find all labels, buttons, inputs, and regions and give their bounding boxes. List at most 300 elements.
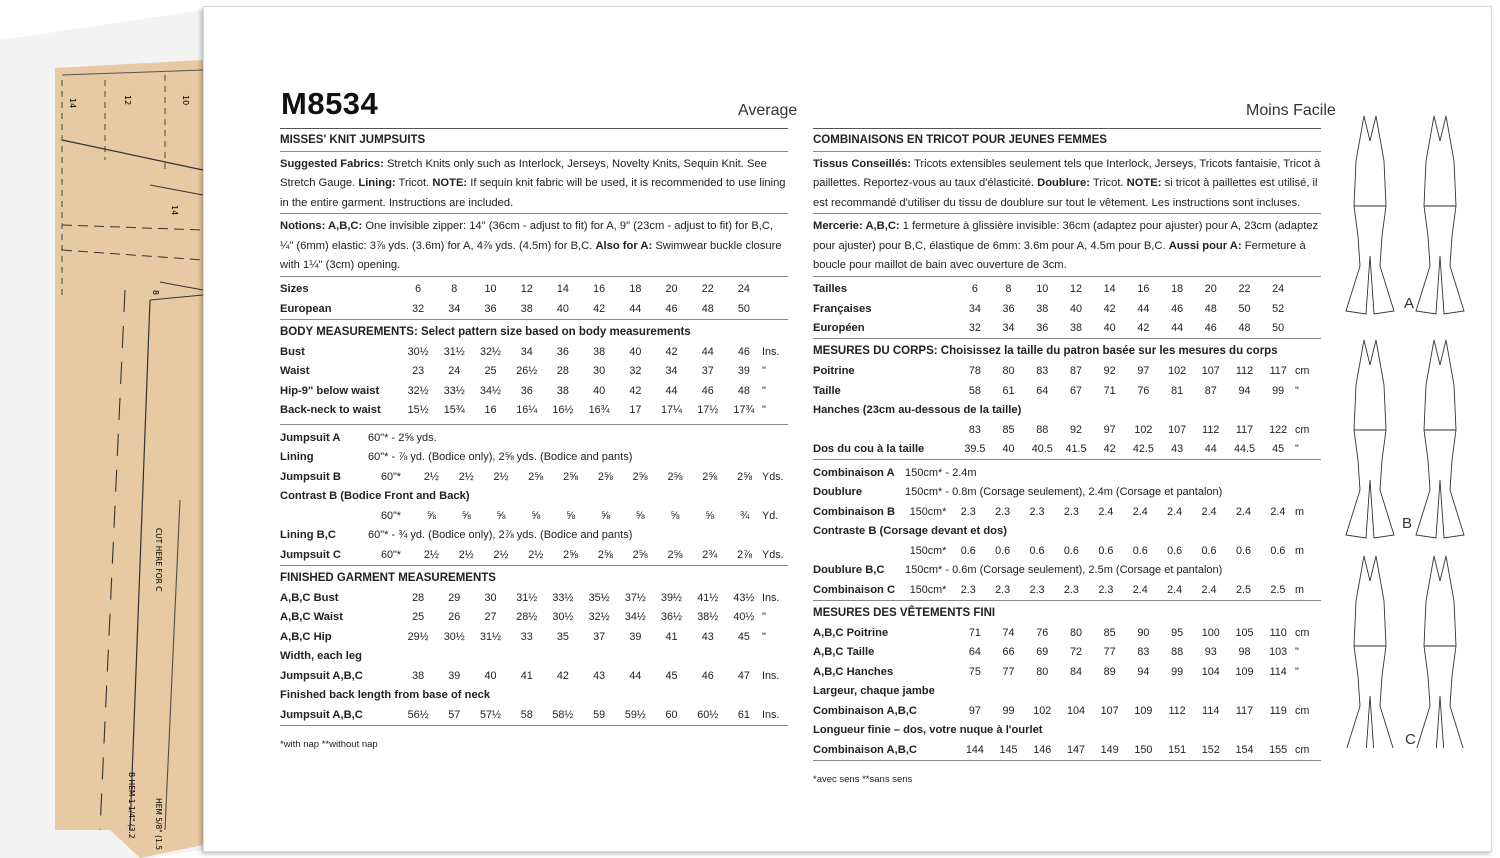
value-cell: 18 (629, 283, 642, 296)
value-cell: ⅝ (496, 509, 506, 522)
value-cell: 87 (1069, 365, 1082, 378)
value-cell: 39.5 (964, 443, 986, 456)
table-row (280, 280, 788, 300)
row-label: Waist (280, 365, 310, 378)
fabrics-fr: Tissus Conseillés: Tricots extensibles seulement tels que Interlock, Jerseys, Tricots fantaisie, Tricot à paillettes. Reportez-vous au taux d'élasticité. Doublure: Tricot. NOTE: si tricot à paillettes est utilisé, il est recommandé d'utiliser du tissu de doublure sur tout le vêtement. Les instructions sont incluses. (813, 157, 1321, 209)
value-cell: 2.3 (1063, 505, 1079, 518)
value-cell: 77 (1103, 646, 1116, 659)
row-label: Width, each leg (280, 650, 362, 663)
row-label: Sizes (280, 283, 309, 296)
tissue-mark-2: 12 (123, 95, 132, 106)
value-cell: 2.3 (1029, 505, 1045, 518)
row-label: Hip-9" below waist (280, 384, 380, 397)
sketch-b-front (1346, 340, 1394, 538)
value-cell: 97 (968, 704, 981, 717)
tissue-mark-1: 14 (68, 98, 77, 109)
sketch-b-back (1416, 340, 1464, 538)
value-cell: 102 (1134, 423, 1153, 436)
value-cell: 32 (968, 322, 981, 335)
value-cell: 38 (1069, 322, 1082, 335)
row-width: 60"* (380, 548, 402, 561)
view-label-c: C (1405, 731, 1416, 748)
value-cell: 44 (1137, 302, 1150, 315)
value-cell: 81 (1171, 384, 1184, 397)
value-cell: 32 (412, 302, 425, 315)
table-row (813, 580, 1321, 600)
value-cell: 46 (1204, 322, 1217, 335)
value-cell: 45 (1272, 443, 1285, 456)
value-cell: 12 (520, 283, 533, 296)
value-cell: 44 (665, 384, 678, 397)
row-width: 60"* (380, 509, 402, 522)
table-row (280, 428, 788, 448)
value-cell: 48 (737, 384, 750, 397)
value-cell: 2⅝ (737, 470, 753, 483)
value-cell: 2½ (423, 470, 439, 483)
row-values (400, 592, 762, 604)
pattern-tissue (0, 0, 210, 858)
value-cell: 16¼ (516, 404, 538, 417)
value-cell: 2.4 (1201, 505, 1217, 518)
row-label: Combinaison A,B,C (813, 704, 918, 717)
value-cell: 46 (665, 302, 678, 315)
value-cell: 83 (1137, 646, 1150, 659)
row-unit: " (762, 630, 766, 643)
value-cell: 14 (1103, 283, 1116, 296)
row-values (400, 283, 762, 295)
value-cell: 2½ (458, 470, 474, 483)
notions-fr: Mercerie: A,B,C: 1 fermeture à glissière invisible: 36cm (adaptez pour ajuster) pour A, 23cm (adaptez pour ajuster) pour B,C, élastique de 6mm: 3.6m pour A, 4.5m pour B,C. Aussi pour A: Fermeture à boucle pour maillot de bain avec ouverture de 3cm. (813, 220, 1319, 271)
tissue-mark-4: 14 (170, 205, 179, 216)
value-cell: 34 (968, 302, 981, 315)
value-cell: 50 (1272, 322, 1285, 335)
value-cell: 114 (1269, 665, 1287, 678)
value-cell: 80 (1002, 365, 1015, 378)
value-cell: ⅝ (600, 509, 610, 522)
row-label: Taille (813, 384, 841, 397)
value-cell: 33½ (552, 591, 574, 604)
value-cell: 2⅝ (528, 470, 544, 483)
value-cell: 2½ (493, 470, 509, 483)
value-cell: 10 (1036, 283, 1049, 296)
table-row (813, 623, 1321, 643)
value-cell: 94 (1137, 665, 1150, 678)
value-cell: 94 (1238, 384, 1251, 397)
value-cell: 0.6 (1063, 544, 1079, 557)
value-cell: 31½ (516, 591, 538, 604)
value-cell: ¾ (740, 509, 750, 522)
value-cell: 29½ (407, 630, 429, 643)
value-cell: 32½ (588, 611, 610, 624)
value-cell: 2.4 (1201, 583, 1217, 596)
row-values (905, 545, 1295, 557)
row-unit: cm (1295, 743, 1310, 756)
row-label: Combinaison B (813, 505, 896, 518)
row-values (958, 322, 1295, 334)
value-cell: 41.5 (1065, 443, 1087, 456)
value-cell: 2½ (423, 548, 439, 561)
row-label: Françaises (813, 302, 872, 315)
value-cell: 25 (412, 611, 425, 624)
row-values (368, 549, 762, 561)
table-row (280, 705, 788, 725)
value-cell: 44 (701, 345, 714, 358)
value-cell: 107 (1168, 423, 1187, 436)
value-cell: 93 (1204, 646, 1217, 659)
row-values (368, 510, 762, 522)
row-unit: Ins. (762, 669, 780, 682)
value-cell: 98 (1238, 646, 1251, 659)
row-values (400, 303, 762, 315)
row-unit: Yds. (762, 470, 784, 483)
table-row (813, 463, 1321, 483)
row-unit: Yd. (762, 509, 779, 522)
value-cell: 38 (520, 302, 533, 315)
value-cell: 2.3 (1063, 583, 1079, 596)
value-cell: 97 (1103, 423, 1116, 436)
value-cell: 31½ (443, 345, 465, 358)
value-cell: 0.6 (1029, 544, 1045, 557)
value-cell: 16¾ (588, 404, 610, 417)
table-row (280, 467, 788, 487)
table-row (280, 686, 788, 706)
row-values (958, 627, 1295, 639)
value-cell: 33½ (443, 384, 465, 397)
table-row (813, 701, 1321, 721)
row-label: Jumpsuit B (280, 470, 341, 483)
value-cell: 61 (1002, 384, 1015, 397)
table-row (280, 299, 788, 319)
value-cell: ⅝ (670, 509, 680, 522)
value-cell: 69 (1036, 646, 1049, 659)
value-cell: 59 (593, 708, 606, 721)
table-row (813, 381, 1321, 401)
value-cell: 104 (1201, 665, 1220, 678)
value-cell: 39 (448, 669, 461, 682)
row-unit: Yds. (762, 548, 784, 561)
value-cell: 36 (484, 302, 497, 315)
value-cell: 34½ (480, 384, 502, 397)
value-cell: 24 (448, 365, 461, 378)
value-cell: 64 (968, 646, 981, 659)
row-unit: cm (1295, 704, 1310, 717)
row-unit: Ins. (762, 708, 780, 721)
french-column (813, 128, 1321, 785)
value-cell: 45 (665, 669, 678, 682)
value-cell: 40½ (733, 611, 755, 624)
value-cell: 20 (1204, 283, 1217, 296)
value-cell: 48 (1204, 302, 1217, 315)
value-cell: 2⅝ (667, 470, 683, 483)
table-row (280, 647, 788, 667)
row-label: Européen (813, 322, 865, 335)
value-cell: 18 (1171, 283, 1184, 296)
value-cell: 26 (448, 611, 461, 624)
value-cell: 2⅝ (563, 470, 579, 483)
value-cell: 38½ (697, 611, 719, 624)
value-cell: 26½ (516, 365, 538, 378)
row-values (958, 443, 1295, 455)
value-cell: 34 (665, 365, 678, 378)
row-unit: cm (1295, 423, 1310, 436)
value-cell: 40 (1103, 322, 1116, 335)
value-cell: 37½ (624, 591, 646, 604)
row-width: 150cm* (909, 505, 947, 518)
value-cell: 0.6 (1201, 544, 1217, 557)
value-cell: 23 (412, 365, 425, 378)
table-row (813, 662, 1321, 682)
tissue-mark-5: 8 (151, 290, 160, 296)
row-label: Bust (280, 345, 305, 358)
value-cell: 15¾ (443, 404, 465, 417)
tissue-mark-3: 10 (181, 95, 190, 106)
sketch-a-back (1416, 116, 1464, 314)
value-cell: 20 (665, 283, 678, 296)
value-cell: 2.4 (1270, 505, 1286, 518)
body-title-fr: MESURES DU CORPS: Choisissez la taille du patron basée sur les mesures du corps (813, 345, 1278, 357)
value-cell: 145 (999, 743, 1018, 756)
value-cell: 67 (1069, 384, 1082, 397)
row-values (958, 283, 1295, 295)
value-cell: 95 (1171, 626, 1184, 639)
value-cell: 104 (1066, 704, 1085, 717)
value-cell: 2.5 (1235, 583, 1251, 596)
fabrics-en: Suggested Fabrics: Stretch Knits only such as Interlock, Jerseys, Novelty Knits, Sequin Knit. See Stretch Gauge. Lining: Tricot. NOTE: If sequin knit fabric will be used, it is recommended to use lining in the entire garment. Instructions are included. (280, 157, 786, 209)
value-cell: 2.3 (960, 583, 976, 596)
value-cell: 2⅝ (667, 548, 683, 561)
finished-title-en: FINISHED GARMENT MEASUREMENTS (280, 571, 496, 584)
value-cell: 16½ (552, 404, 574, 417)
table-row (280, 666, 788, 686)
value-cell: 107 (1100, 704, 1119, 717)
value-cell: 27 (484, 611, 497, 624)
table-row (280, 588, 788, 608)
value-cell: 38 (1036, 302, 1049, 315)
finished-title-fr: MESURES DES VÊTEMENTS FINI (813, 606, 996, 619)
row-unit: m (1295, 544, 1304, 557)
value-cell: 2.3 (995, 505, 1011, 518)
value-cell: 112 (1168, 704, 1186, 717)
value-cell: 12 (1069, 283, 1082, 296)
difficulty-en: Average (738, 102, 798, 119)
value-cell: 8 (1005, 283, 1012, 296)
value-cell: 29 (448, 591, 461, 604)
value-cell: 30½ (443, 630, 465, 643)
value-cell: 44 (1204, 443, 1217, 456)
view-label-b: B (1402, 515, 1413, 532)
table-row (813, 483, 1321, 503)
value-cell: 149 (1100, 743, 1119, 756)
value-cell: 2⅝ (563, 548, 579, 561)
value-cell: 2.3 (1029, 583, 1045, 596)
value-cell: 36 (556, 345, 569, 358)
table-row (813, 522, 1321, 542)
value-cell: ⅝ (461, 509, 471, 522)
value-cell: 46 (701, 669, 714, 682)
value-cell: 0.6 (1270, 544, 1286, 557)
value-cell: 37 (701, 365, 714, 378)
value-cell: 114 (1202, 704, 1220, 717)
value-cell: 42 (1103, 443, 1116, 456)
notions-en: Notions: A,B,C: One invisible zipper: 14" (36cm - adjust to fit) for A, 9" (23cm - adjust to fit) for B,C, ¼" (6mm) elastic: 3⅞ yds. (3.6m) for A, 4⅞ yds. (4.5m) for B,C. Also for A: Swimwear buckle closure with 1¼" (3cm) opening. (280, 220, 782, 271)
value-cell: 117 (1235, 423, 1254, 436)
table-row (813, 401, 1321, 421)
table-row (280, 506, 788, 526)
body-title-en: BODY MEASUREMENTS: Select pattern size based on body measurements (280, 325, 691, 338)
value-cell: 16 (484, 404, 497, 417)
row-unit: " (762, 365, 766, 378)
row-text: 60"* - 2⅝ yds. (368, 431, 437, 444)
value-cell: 17½ (697, 404, 719, 417)
value-cell: 38 (556, 384, 569, 397)
row-label: Contraste B (Corsage devant et dos) (813, 525, 1007, 538)
value-cell: 146 (1033, 743, 1052, 756)
value-cell: 2.4 (1167, 583, 1183, 596)
value-cell: 112 (1235, 365, 1254, 378)
value-cell: 43 (593, 669, 606, 682)
value-cell: 150 (1134, 743, 1153, 756)
value-cell: 83 (1036, 365, 1049, 378)
value-cell: 40 (593, 384, 606, 397)
value-cell: 46 (737, 345, 750, 358)
value-cell: 48 (701, 302, 714, 315)
value-cell: 58 (968, 384, 981, 397)
value-cell: 103 (1269, 646, 1288, 659)
table-row (813, 740, 1321, 760)
value-cell: 46 (1171, 302, 1184, 315)
value-cell: 34½ (624, 611, 646, 624)
table-row (280, 608, 788, 628)
tissue-hem-b: B HEM 1 1/4" (3.2 (127, 772, 136, 839)
english-column (280, 128, 788, 750)
value-cell: 43 (1171, 443, 1184, 456)
value-cell: 42 (665, 345, 678, 358)
row-values (368, 471, 762, 483)
value-cell: 154 (1235, 743, 1254, 756)
row-width: 150cm* (909, 544, 947, 557)
value-cell: 59½ (624, 708, 646, 721)
row-values (400, 670, 762, 682)
table-row (280, 401, 788, 421)
value-cell: 88 (1171, 646, 1184, 659)
row-unit: m (1295, 505, 1304, 518)
value-cell: 92 (1103, 365, 1116, 378)
value-cell: 60½ (697, 708, 719, 721)
value-cell: 16 (1137, 283, 1150, 296)
table-row (813, 721, 1321, 741)
pattern-number: M8534 (281, 86, 379, 121)
row-label: A,B,C Waist (280, 611, 343, 624)
value-cell: 17¼ (661, 404, 683, 417)
value-cell: 2⅝ (632, 548, 648, 561)
row-unit: " (1295, 665, 1299, 678)
value-cell: 28 (412, 591, 425, 604)
value-cell: 36 (1036, 322, 1049, 335)
row-label: Combinaison A (813, 466, 895, 479)
table-row (280, 627, 788, 647)
value-cell: 2½ (528, 548, 544, 561)
value-cell: 155 (1269, 743, 1288, 756)
value-cell: 58½ (552, 708, 574, 721)
value-cell: ⅝ (705, 509, 715, 522)
value-cell: 117 (1235, 704, 1254, 717)
value-cell: 43½ (733, 591, 755, 604)
value-cell: 60 (665, 708, 678, 721)
value-cell: 25 (484, 365, 497, 378)
row-label: Largeur, chaque jambe (813, 685, 935, 698)
value-cell: 2⅝ (702, 470, 718, 483)
value-cell: 0.6 (1167, 544, 1183, 557)
sketch-a-front (1346, 116, 1394, 314)
row-label: Lining (280, 451, 314, 464)
value-cell: 2.3 (995, 583, 1011, 596)
value-cell: 74 (1002, 626, 1015, 639)
row-text: 60"* - ¾ yd. (Bodice only), 2⅞ yds. (Bodice and pants) (368, 529, 633, 542)
title-en: MISSES' KNIT JUMPSUITS (280, 134, 426, 146)
value-cell: 8 (451, 283, 458, 296)
value-cell: 41 (520, 669, 533, 682)
table-row (280, 545, 788, 565)
value-cell: 72 (1069, 646, 1082, 659)
value-cell: 0.6 (995, 544, 1011, 557)
row-values (958, 646, 1295, 658)
value-cell: 40 (1002, 443, 1015, 456)
value-cell: ⅝ (531, 509, 541, 522)
value-cell: 2.4 (1167, 505, 1183, 518)
value-cell: 147 (1066, 743, 1085, 756)
value-cell: 10 (484, 283, 497, 296)
value-cell: ⅝ (566, 509, 576, 522)
row-unit: " (762, 404, 766, 417)
row-text: 150cm* - 0.8m (Corsage seulement), 2.4m (Corsage et pantalon) (905, 486, 1223, 499)
value-cell: ⅝ (635, 509, 645, 522)
table-row (813, 280, 1321, 300)
value-cell: 42 (593, 302, 606, 315)
row-unit: " (1295, 384, 1299, 397)
value-cell: 24 (737, 283, 750, 296)
value-cell: 2.4 (1132, 505, 1148, 518)
tissue-hem-c: HEM 5/8" (1.5 (154, 798, 163, 850)
value-cell: ⅝ (426, 509, 436, 522)
table-row (813, 362, 1321, 382)
row-values (400, 365, 762, 377)
table-row (813, 561, 1321, 581)
value-cell: 32½ (480, 345, 502, 358)
value-cell: 42 (556, 669, 569, 682)
value-cell: 33 (520, 630, 533, 643)
row-label: A,B,C Poitrine (813, 626, 889, 639)
row-unit: m (1295, 583, 1304, 596)
value-cell: 2.3 (1098, 583, 1114, 596)
value-cell: 151 (1168, 743, 1187, 756)
value-cell: 107 (1201, 365, 1220, 378)
row-values (400, 385, 762, 397)
value-cell: 42 (629, 384, 642, 397)
value-cell: 58 (520, 708, 533, 721)
value-cell: 44 (629, 669, 642, 682)
row-label: Back-neck to waist (280, 404, 381, 417)
row-label: Jumpsuit A,B,C (280, 669, 363, 682)
value-cell: 80 (1069, 626, 1082, 639)
tissue-cut-text: CUT HERE FOR C (154, 528, 163, 592)
row-values (958, 365, 1295, 377)
value-cell: 117 (1269, 365, 1287, 378)
value-cell: 2.5 (1270, 583, 1286, 596)
row-values (958, 744, 1295, 756)
value-cell: 38 (593, 345, 606, 358)
value-cell: 22 (701, 283, 714, 296)
value-cell: 85 (1103, 626, 1116, 639)
